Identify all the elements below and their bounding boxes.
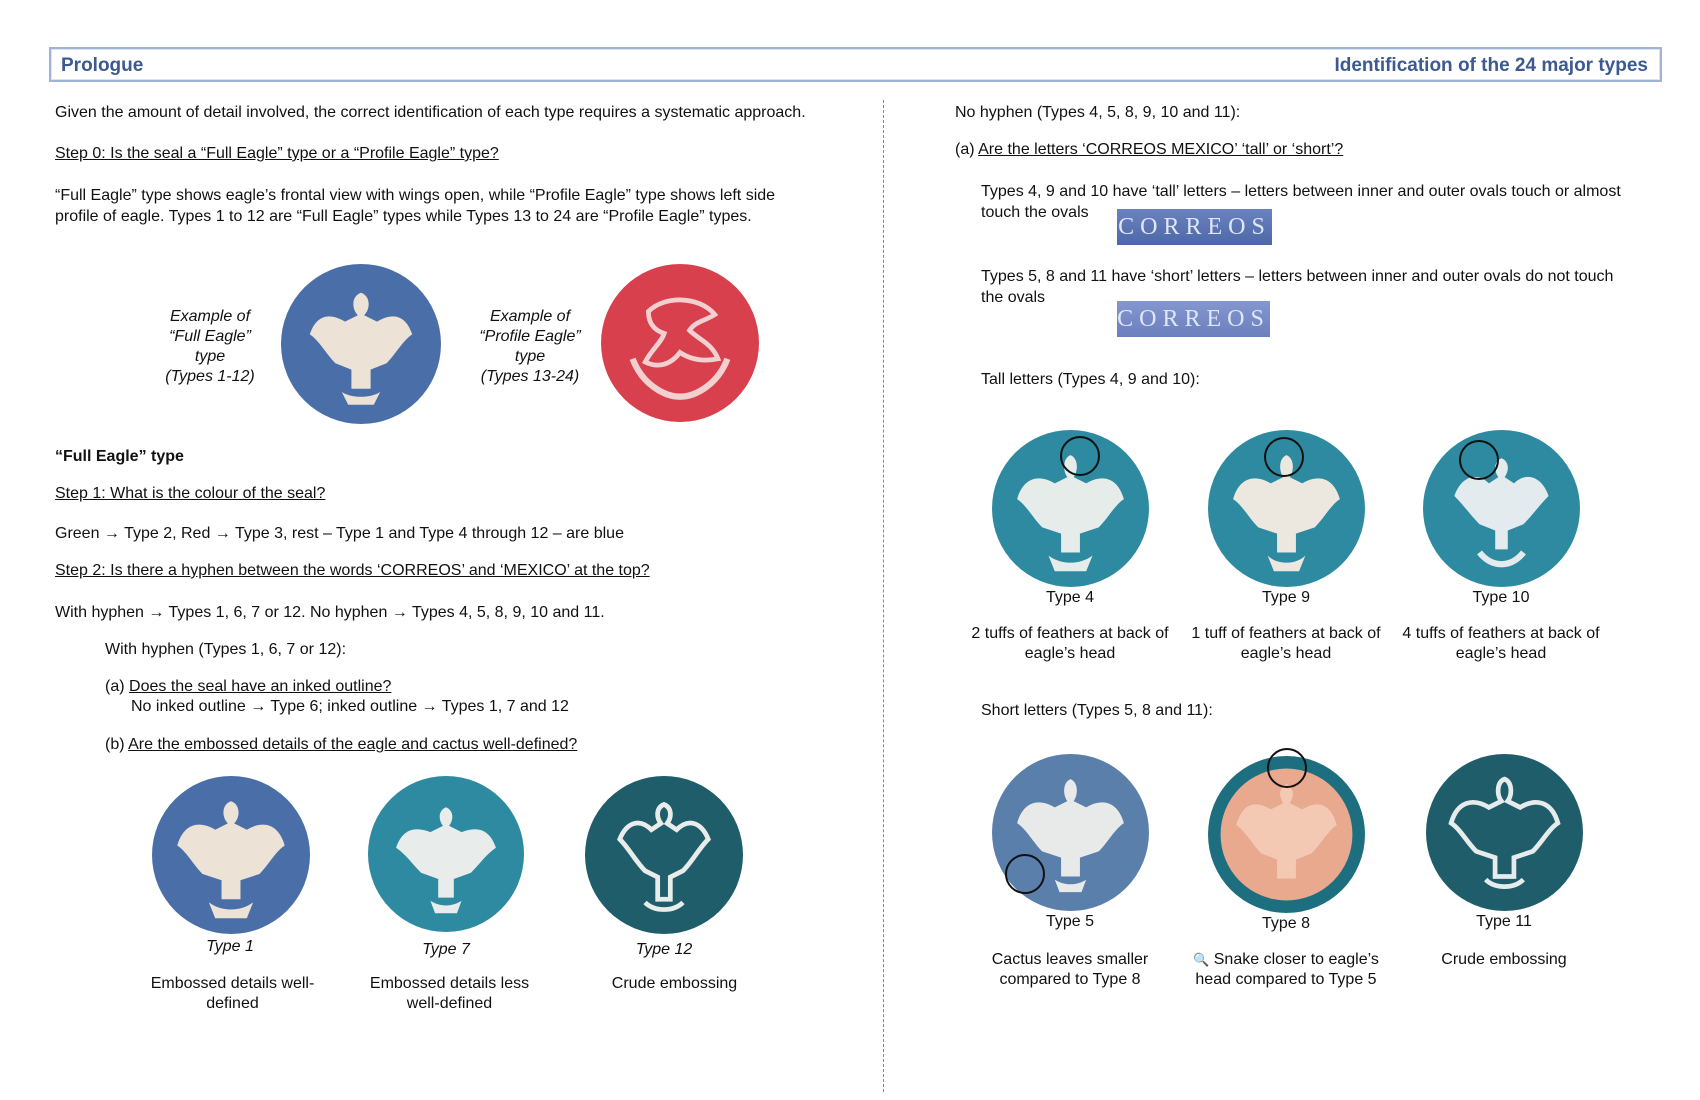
question-b	[105, 735, 577, 755]
type-5-description: Cactus leaves smaller compared to Type 8	[991, 951, 1149, 988]
page-header	[49, 47, 1662, 82]
eagle-emblem-icon	[585, 776, 743, 934]
profile-eagle-seal-image	[601, 264, 759, 422]
highlight-circle	[1005, 854, 1045, 894]
type-12-label: Type 12	[635, 941, 693, 958]
type-11-seal-image	[1426, 754, 1583, 911]
step2-heading: Step 2: Is there a hyphen between the words ‘CORREOS’ and ‘MEXICO’ at the top?	[55, 562, 650, 579]
question-a-answer: No inked outline → Type 6; inked outline → Types 1, 7 and 12	[131, 698, 569, 715]
eagle-emblem-icon	[152, 776, 310, 934]
right-question-a	[955, 140, 1343, 160]
short-letters-heading: Short letters (Types 5, 8 and 11):	[981, 702, 1213, 719]
question-a	[105, 677, 391, 697]
highlight-circle	[1264, 437, 1304, 477]
example-profile-caption	[465, 307, 595, 387]
eagle-emblem-icon	[1426, 754, 1583, 911]
short-description-line-1: Types 5, 8 and 11 have ‘short’ letters – letters between inner and outer ovals do not touch	[981, 268, 1614, 285]
full-eagle-heading: “Full Eagle” type	[55, 448, 184, 465]
question-prefix: (b)	[105, 736, 125, 753]
type-10-label: Type 10	[1472, 589, 1530, 606]
type-1-description: Embossed details well-defined	[150, 975, 315, 1012]
type-7-seal-image	[368, 776, 524, 932]
type-7-description: Embossed details less well-defined	[369, 975, 530, 1012]
type-4-description: 2 tuffs of feathers at back of eagle’s head	[971, 625, 1169, 662]
type-10-description: 4 tuffs of feathers at back of eagle’s head	[1402, 625, 1600, 662]
full-eagle-seal-image	[281, 264, 441, 424]
highlight-circle	[1060, 436, 1100, 476]
question-prefix: (a)	[105, 678, 125, 695]
description-line-2: profile of eagle. Types 1 to 12 are “Full Eagle” types while Types 13 to 24 are “Profile Eagle” types.	[55, 208, 752, 225]
with-hyphen-heading: With hyphen (Types 1, 6, 7 or 12):	[105, 641, 347, 658]
no-hyphen-heading: No hyphen (Types 4, 5, 8, 9, 10 and 11):	[955, 104, 1241, 121]
question-text: Are the embossed details of the eagle and cactus well-defined?	[128, 736, 578, 753]
tall-description-line-2: touch the ovals	[981, 204, 1089, 221]
type-12-seal-image	[585, 776, 743, 934]
short-letters-sample-image: CORREOS	[1117, 301, 1270, 337]
header-right-title: Identification of the 24 major types	[1334, 55, 1648, 76]
type-8-description-text: Snake closer to eagle’s head compared to Type 5	[1195, 951, 1379, 988]
question-text: Are the letters ‘CORREOS MEXICO’ ‘tall’ or ‘short’?	[978, 141, 1344, 158]
question-prefix: (a)	[955, 141, 975, 158]
profile-eagle-emblem-icon	[601, 264, 759, 422]
caption-line: (Types 1-12)	[165, 368, 255, 385]
type-12-description: Crude embossing	[611, 975, 738, 992]
question-text: Does the seal have an inked outline?	[129, 678, 392, 695]
intro-text: Given the amount of detail involved, the correct identification of each type requires a systematic approach.	[55, 104, 806, 121]
magnifier-icon: 🔍	[1193, 952, 1210, 967]
colour-text: Green → Type 2, Red → Type 3, rest – Type 1 and Type 4 through 12 – are blue	[55, 525, 624, 542]
column-divider	[883, 100, 884, 1092]
type-11-description: Crude embossing	[1441, 951, 1567, 968]
type-9-description: 1 tuff of feathers at back of eagle’s head	[1191, 625, 1381, 662]
caption-line: Example of	[489, 308, 571, 325]
caption-line: (Types 13-24)	[480, 368, 580, 385]
header-left-title: Prologue	[61, 55, 144, 76]
short-description-line-2: the ovals	[981, 289, 1046, 306]
tall-letters-sample-image: CORREOS	[1117, 209, 1272, 245]
type-4-label: Type 4	[1045, 589, 1095, 606]
description-line-1: “Full Eagle” type shows eagle’s frontal view with wings open, while “Profile Eagle” type shows left side	[55, 187, 776, 204]
tall-description-line-1: Types 4, 9 and 10 have ‘tall’ letters – letters between inner and outer ovals touch or almost	[981, 183, 1621, 200]
caption-line: “Full Eagle”	[169, 328, 251, 345]
type-7-label: Type 7	[422, 941, 470, 958]
type-11-label: Type 11	[1476, 913, 1532, 930]
type-10-seal-image	[1423, 430, 1580, 587]
step1-heading: Step 1: What is the colour of the seal?	[55, 485, 326, 502]
type-8-description	[1184, 950, 1388, 990]
example-full-caption	[145, 307, 275, 387]
caption-line: Example of	[169, 308, 251, 325]
hyphen-text: With hyphen → Types 1, 6, 7 or 12. No hyphen → Types 4, 5, 8, 9, 10 and 11.	[55, 604, 605, 621]
tall-letters-heading: Tall letters (Types 4, 9 and 10):	[981, 371, 1200, 388]
eagle-emblem-icon	[281, 264, 441, 424]
type-1-label: Type 1	[206, 938, 254, 955]
eagle-emblem-icon	[368, 776, 524, 932]
type-1-seal-image	[152, 776, 310, 934]
type-5-label: Type 5	[1045, 913, 1095, 930]
highlight-circle	[1459, 440, 1499, 480]
highlight-circle	[1267, 748, 1307, 788]
type-9-label: Type 9	[1261, 589, 1311, 606]
eagle-emblem-icon	[1423, 430, 1580, 587]
step0-heading: Step 0: Is the seal a “Full Eagle” type or a “Profile Eagle” type?	[55, 145, 499, 162]
caption-line: type	[514, 348, 546, 365]
caption-line: “Profile Eagle”	[479, 328, 581, 345]
type-8-label: Type 8	[1261, 915, 1311, 932]
caption-line: type	[194, 348, 226, 365]
